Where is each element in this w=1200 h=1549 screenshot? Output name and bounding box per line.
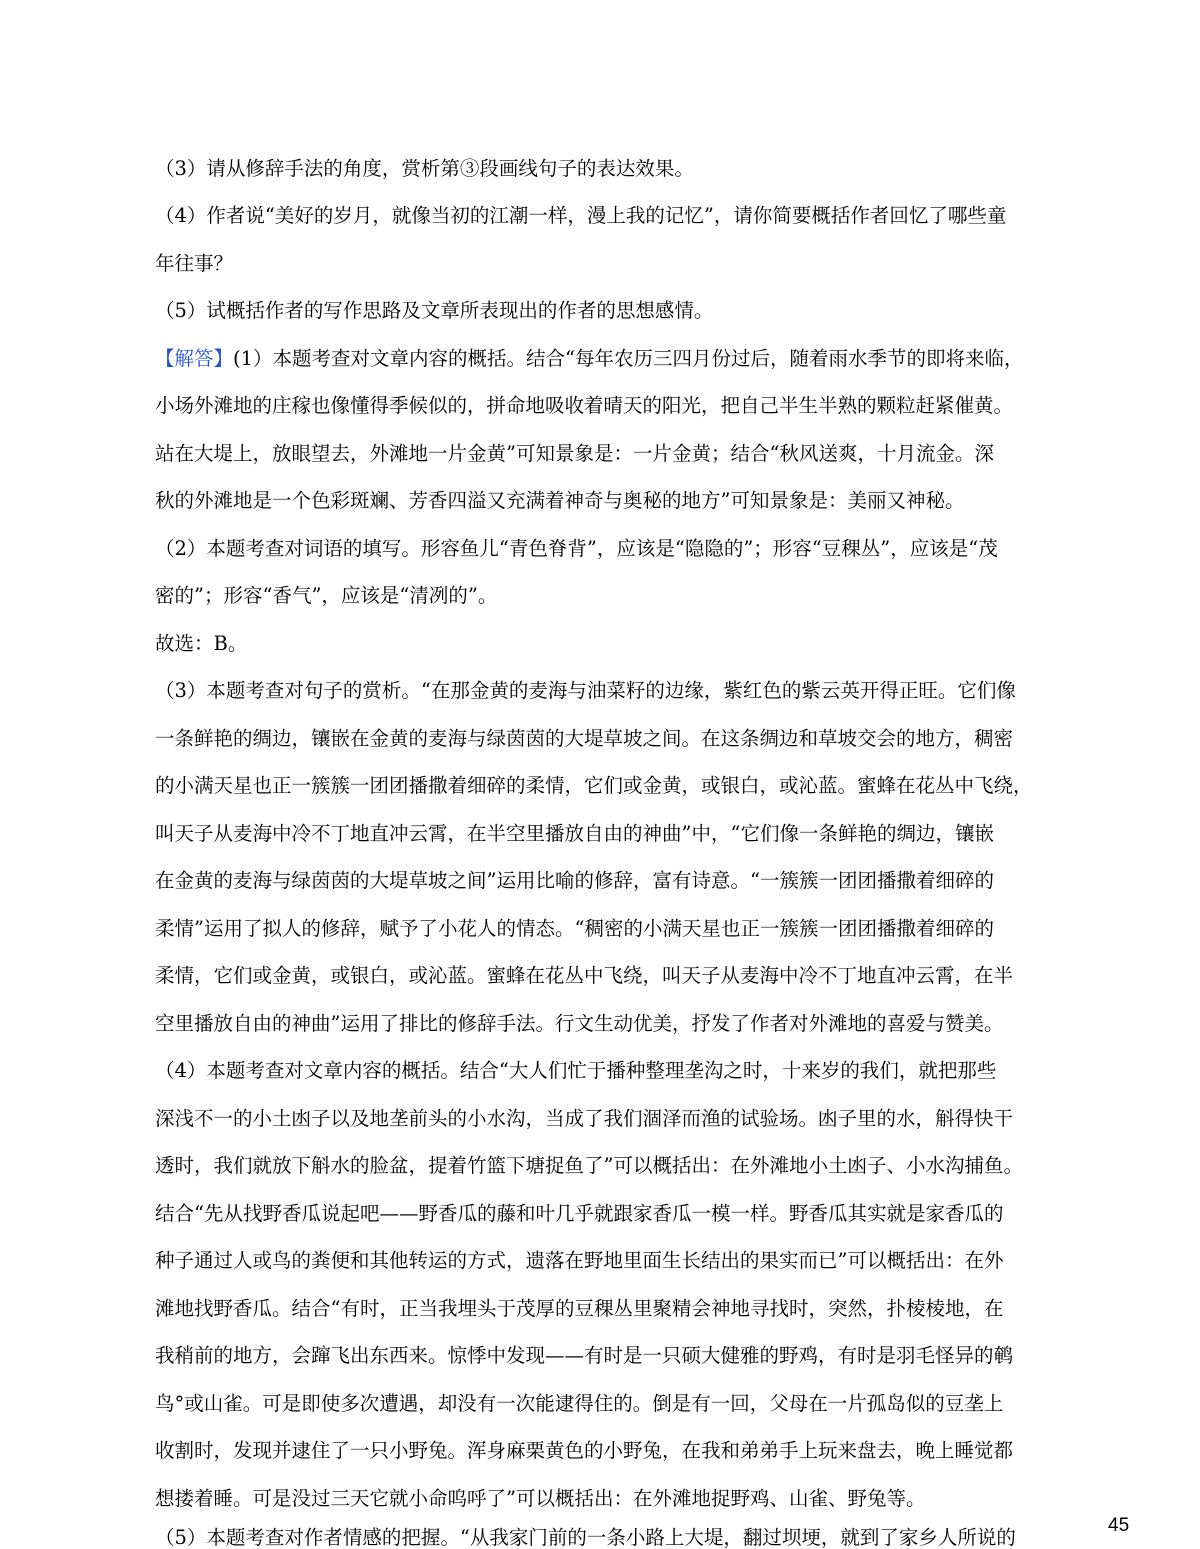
answer-3-line-3: 的小满天星也正一簇簇一团团播撒着细碎的柔情，它们或金黄，或银白，或沁蓝。蜜蜂在花丛中飞绕， bbox=[155, 774, 1033, 797]
question-3-line: （3）请从修辞手法的角度，赏析第③段画线句子的表达效果。 bbox=[155, 157, 694, 180]
answer-4-line-4: 结合“先从找野香瓜说起吧——野香瓜的藤和叶几乎就跟家香瓜一模一样。野香瓜其实就是家香瓜的 bbox=[155, 1202, 1004, 1225]
answer-3-line-1: （3）本题考查对句子的赏析。“在那金黄的麦海与油菜籽的边缘，紫红色的紫云英开得正旺。它们像 bbox=[155, 679, 1016, 702]
answer-3-line-4: 叫天子从麦海中冷不丁地直冲云霄，在半空里播放自由的神曲”中，“它们像一条鲜艳的绸边，镶嵌 bbox=[155, 822, 994, 845]
answer-4-line-8: 鸟°或山雀。可是即使多次遭遇，却没有一次能逮得住的。倒是有一回，父母在一片孤岛似的豆垄上 bbox=[155, 1392, 1004, 1415]
answer-1-line-1 bbox=[155, 345, 1075, 373]
answer-3-line-2: 一条鲜艳的绸边，镶嵌在金黄的麦海与绿茵茵的大堤草坡之间。在这条绸边和草坡交会的地方，稠密 bbox=[155, 727, 1014, 750]
answer-1-text: (1）本题考查对文章内容的概括。结合“每年农历三四月份过后，随着雨水季节的即将来临， bbox=[233, 347, 1024, 370]
answer-3-line-6: 柔情”运用了拟人的修辞，赋予了小花人的情态。“稠密的小满天星也正一簇簇一团团播撒着细碎的 bbox=[155, 917, 994, 940]
answer-4-line-9: 收割时，发现并逮住了一只小野兔。浑身麻栗黄色的小野兔，在我和弟弟手上玩来盘去，晚上睡觉都 bbox=[155, 1439, 1014, 1462]
answer-2-line-2: 密的”；形容“香气”，应该是“清冽的”。 bbox=[155, 584, 498, 607]
question-5-line: （5）试概括作者的写作思路及文章所表现出的作者的思想感情。 bbox=[155, 299, 714, 322]
answer-3-line-5: 在金黄的麦海与绿茵茵的大堤草坡之间”运用比喻的修辞，富有诗意。“一簇簇一团团播撒着细碎的 bbox=[155, 869, 994, 892]
answer-2-line-1: （2）本题考查对词语的填写。形容鱼儿“青色脊背”，应该是“隐隐的”；形容“豆稞丛”，应该是“茂 bbox=[155, 537, 998, 560]
answer-4-line-7: 我稍前的地方，会蹿飞出东西来。惊悸中发现——有时是一只硕大健雅的野鸡，有时是羽毛怪异的鹌 bbox=[155, 1344, 1014, 1367]
answer-tag: 【解答】 bbox=[155, 347, 234, 370]
answer-4-line-6: 滩地找野香瓜。结合“有时，正当我埋头于茂厚的豆稞丛里聚精会神地寻找时，突然，扑棱棱地，在 bbox=[155, 1297, 1004, 1320]
answer-4-line-3: 透时，我们就放下斛水的脸盆，提着竹篮下塘捉鱼了”可以概括出：在外滩地小土凼子、小水沟捕鱼。 bbox=[155, 1154, 1023, 1177]
question-4-line-1: （4）作者说“美好的岁月，就像当初的江潮一样，漫上我的记忆”，请你简要概括作者回忆了哪些童 bbox=[155, 204, 1007, 227]
page-number: 45 bbox=[1108, 1515, 1130, 1536]
answer-4-line-2: 深浅不一的小土凼子以及地垄前头的小水沟，当成了我们涸泽而渔的试验场。凼子里的水，斛得快干 bbox=[155, 1107, 1014, 1130]
answer-1-line-3: 站在大堤上，放眼望去，外滩地一片金黄”可知景象是：一片金黄；结合“秋风送爽，十月流金。深 bbox=[155, 442, 994, 465]
question-4-line-2: 年往事？ bbox=[155, 252, 234, 275]
answer-5-line-1: （5）本题考查对作者情感的把握。“从我家门前的一条小路上大堤，翻过坝埂，就到了家乡人所说的 bbox=[155, 1526, 1016, 1549]
answer-1-line-2: 小场外滩地的庄稼也像懂得季候似的，拼命地吸收着晴天的阳光，把自己半生半熟的颗粒赶紧催黄。 bbox=[155, 394, 1014, 417]
answer-4-line-10: 想搂着睡。可是没过三天它就小命呜呼了”可以概括出：在外滩地捉野鸡、山雀、野兔等。 bbox=[155, 1487, 926, 1510]
answer-4-line-1: （4）本题考查对文章内容的概括。结合“大人们忙于播种整理垄沟之时，十来岁的我们，就把那些 bbox=[155, 1059, 997, 1082]
answer-3-line-8: 空里播放自由的神曲”运用了排比的修辞手法。行文生动优美，抒发了作者对外滩地的喜爱与赞美。 bbox=[155, 1012, 1004, 1035]
answer-2-choice: 故选：B。 bbox=[155, 632, 248, 655]
answer-4-line-5: 种子通过人或鸟的粪便和其他转运的方式，遗落在野地里面生长结出的果实而已”可以概括出：在外 bbox=[155, 1249, 1004, 1272]
answer-1-line-4: 秋的外滩地是一个色彩斑斓、芳香四溢又充满着神奇与奥秘的地方”可知景象是：美丽又神秘。 bbox=[155, 489, 965, 512]
answer-3-line-7: 柔情，它们或金黄，或银白，或沁蓝。蜜蜂在花丛中飞绕，叫天子从麦海中冷不丁地直冲云霄，在半 bbox=[155, 964, 1014, 987]
